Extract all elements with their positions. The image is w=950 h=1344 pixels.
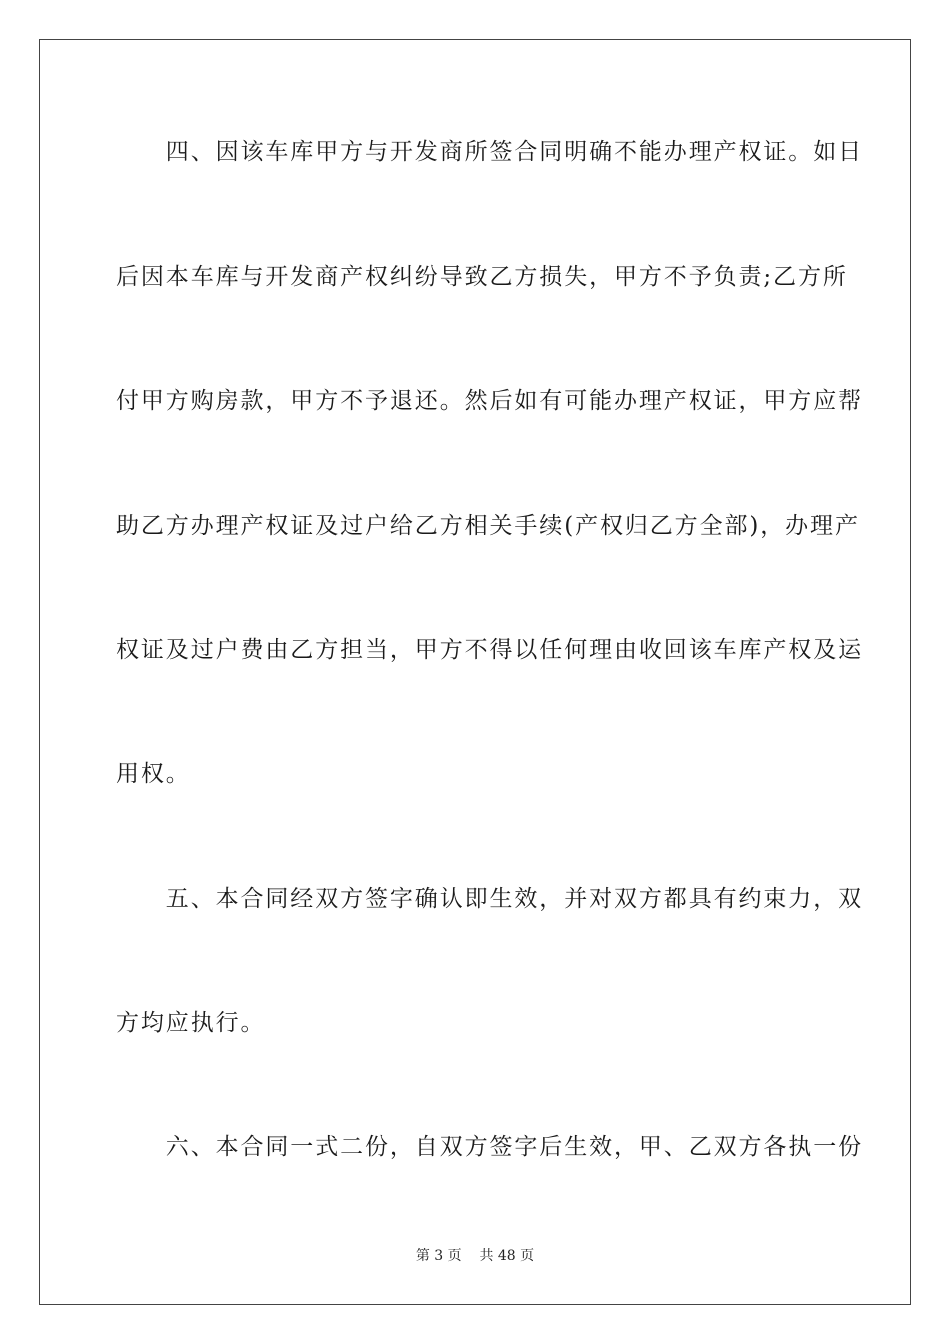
text-line-4: 助乙方办理产权证及过户给乙方相关手续(产权归乙方全部)，办理产 xyxy=(116,513,860,539)
page-total: 共 48 页 xyxy=(479,1248,535,1264)
text-line-9: 六、本合同一式二份，自双方签字后生效，甲、乙双方各执一份 xyxy=(116,1134,863,1160)
page-number: 第 3 页 xyxy=(415,1248,462,1264)
text-line-7: 五、本合同经双方签字确认即生效，并对双方都具有约束力，双 xyxy=(116,886,863,912)
text-line-6: 用权。 xyxy=(116,761,191,787)
page-border xyxy=(39,39,911,1305)
page-footer xyxy=(0,1247,950,1265)
text-line-5: 权证及过户费由乙方担当，甲方不得以任何理由收回该车库产权及运 xyxy=(116,637,863,663)
text-line-3: 付甲方购房款，甲方不予退还。然后如有可能办理产权证，甲方应帮 xyxy=(116,388,863,414)
text-line-1: 四、因该车库甲方与开发商所签合同明确不能办理产权证。如日 xyxy=(116,139,863,165)
text-line-8: 方均应执行。 xyxy=(116,1010,266,1036)
text-line-2: 后因本车库与开发商产权纠纷导致乙方损失，甲方不予负责;乙方所 xyxy=(116,264,848,290)
